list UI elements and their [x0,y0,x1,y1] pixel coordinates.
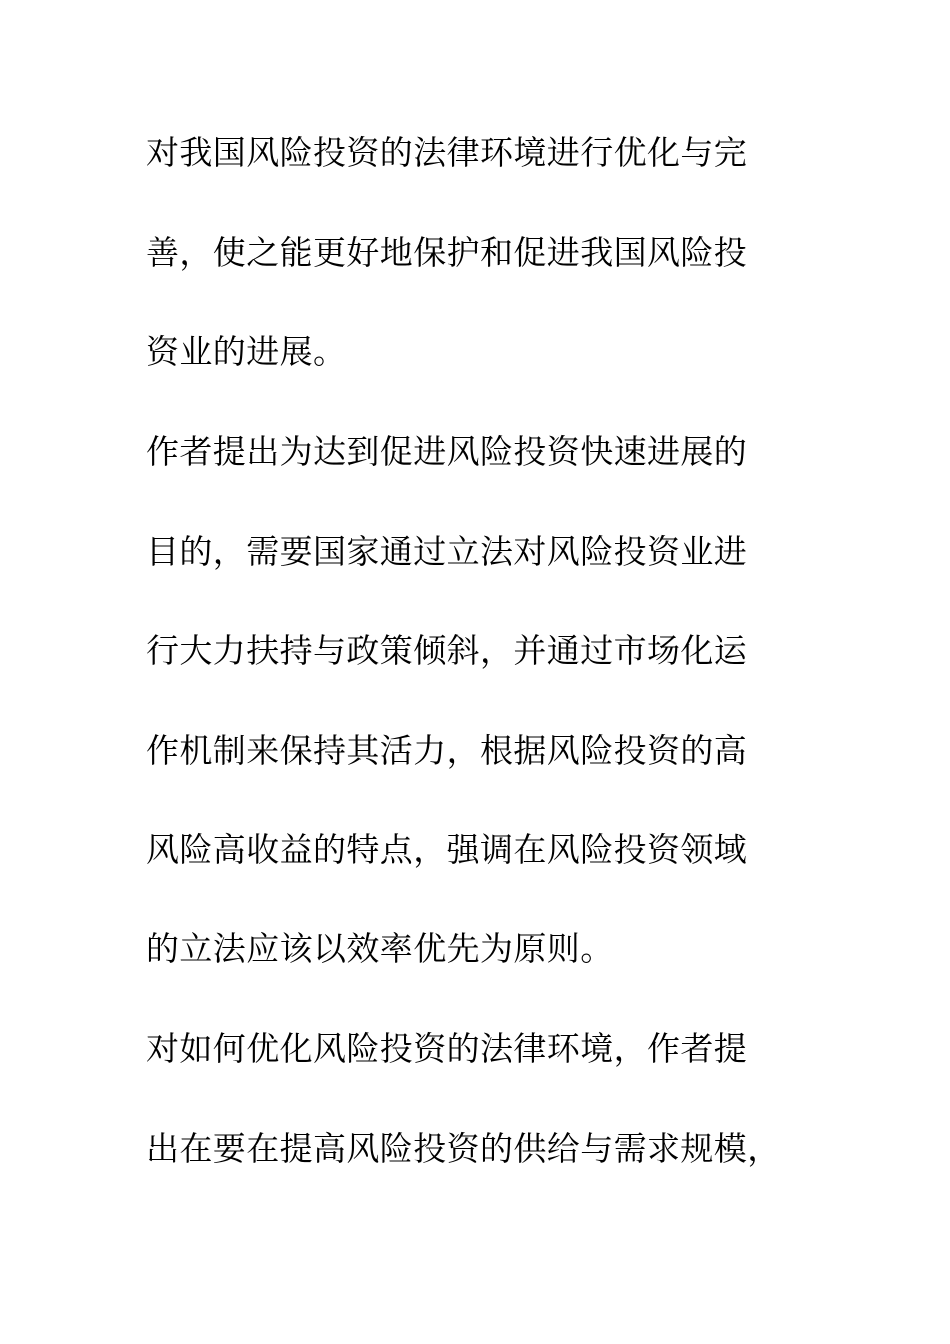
text-line: 风险高收益的特点，强调在风险投资领域 [146,830,748,869]
text-line: 出在要在提高风险投资的供给与需求规模， [146,1129,781,1168]
text-line: 作者提出为达到促进风险投资快速进展的 [146,432,748,471]
text-line: 善，使之能更好地保护和促进我国风险投 [146,233,748,272]
text-line: 对我国风险投资的法律环境进行优化与完 [146,133,748,172]
text-line: 对如何优化风险投资的法律环境，作者提 [146,1029,748,1068]
text-line: 的立法应该以效率优先为原则。 [146,929,614,968]
text-line: 行大力扶持与政策倾斜，并通过市场化运 [146,631,748,670]
text-line: 资业的进展。 [146,332,347,371]
text-line: 目的，需要国家通过立法对风险投资业进 [146,532,748,571]
text-line: 作机制来保持其活力，根据风险投资的高 [146,731,748,770]
